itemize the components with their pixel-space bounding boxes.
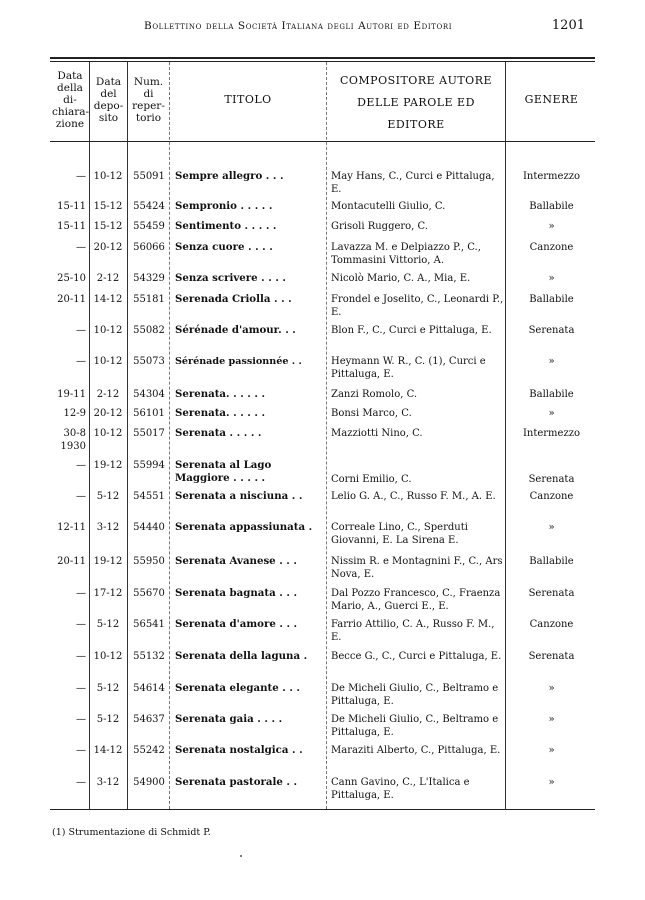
cell-dichiarazione: — [76, 356, 86, 367]
table-row [50, 324, 595, 352]
cell-genere: Serenata [528, 474, 575, 485]
top-double-rule-1 [50, 57, 595, 59]
table-row [50, 713, 595, 741]
cell-repertorio: 54329 [133, 273, 165, 284]
cell-compositore: Heymann W. R., C. (1), Curci e Pittaluga, E. [331, 356, 486, 380]
table-row [50, 490, 595, 518]
cell-deposito: 19-12 [93, 556, 123, 567]
cell-genere: Intermezzo [522, 428, 581, 439]
cell-genere: Canzone [529, 491, 574, 502]
cell-repertorio: 55073 [133, 356, 165, 367]
running-title: Bollettino della Società Italiana degli Autori ed Editori [144, 20, 453, 32]
cell-dichiarazione: 15-11 [57, 221, 86, 232]
cell-deposito: 10-12 [93, 325, 123, 336]
cell-repertorio: 55017 [133, 428, 165, 439]
cell-dichiarazione: — [76, 619, 86, 630]
cell-compositore: Grisoli Ruggero, C. [331, 221, 429, 232]
cell-repertorio: 54304 [133, 389, 165, 400]
cell-compositore: Blon F., C., Curci e Pittaluga, E. [331, 325, 492, 336]
header-titolo: TITOLO [224, 93, 272, 106]
table-bottom-rule [50, 809, 595, 810]
cell-dichiarazione: 20-11 [57, 294, 86, 305]
cell-titolo: Serenata pastorale . . [175, 776, 298, 788]
cell-compositore: Bonsi Marco, C. [331, 408, 412, 419]
cell-compositore: Corni Emilio, C. [331, 474, 412, 485]
cell-genere: Ballabile [529, 389, 574, 400]
cell-repertorio: 54637 [133, 714, 165, 725]
top-double-rule-2 [50, 61, 595, 62]
cell-compositore: Nicolò Mario, C. A., Mia, E. [331, 273, 471, 284]
cell-dichiarazione: — [76, 683, 86, 694]
cell-genere: Serenata [528, 325, 575, 336]
cell-repertorio: 55091 [133, 171, 165, 182]
table-row [50, 521, 595, 549]
cell-genere: Canzone [529, 242, 574, 253]
cell-genere: » [548, 745, 555, 756]
cell-deposito: 10-12 [93, 171, 123, 182]
cell-genere: » [548, 522, 555, 533]
cell-deposito: 15-12 [93, 201, 123, 212]
table-row [50, 170, 595, 198]
cell-titolo: Serenata al Lago Maggiore . . . . . [175, 459, 272, 484]
cell-titolo: Serenata. . . . . . [175, 407, 266, 419]
table-row [50, 459, 595, 487]
cell-compositore: Montacutelli Giulio, C. [331, 201, 446, 212]
cell-titolo: Serenata gaia . . . . [175, 713, 283, 725]
cell-genere: Ballabile [529, 201, 574, 212]
header-repertorio: Num. di reper- torio [132, 76, 165, 124]
header-genere: GENERE [524, 93, 579, 106]
stray-mark [240, 855, 242, 857]
cell-genere: Serenata [528, 588, 575, 599]
cell-titolo: Sérénade passionnée . . [175, 356, 302, 367]
cell-genere: » [548, 273, 555, 284]
cell-deposito: 19-12 [93, 460, 123, 471]
table-row [50, 744, 595, 772]
cell-deposito: 17-12 [93, 588, 123, 599]
table-row [50, 555, 595, 583]
cell-dichiarazione: — [76, 651, 86, 662]
cell-deposito: 20-12 [93, 242, 123, 253]
header-deposito: Data del depo- sito [93, 76, 124, 124]
table-row [50, 241, 595, 269]
running-header [52, 20, 585, 36]
cell-titolo: Serenata elegante . . . [175, 682, 300, 694]
cell-genere: » [548, 714, 555, 725]
cell-titolo: Serenata . . . . . [175, 427, 262, 439]
cell-compositore: Frondel e Joselito, C., Leonardi P., E. [331, 294, 504, 318]
cell-repertorio: 56541 [133, 619, 165, 630]
cell-genere: Serenata [528, 651, 575, 662]
cell-repertorio: 55459 [133, 221, 165, 232]
table-row [50, 355, 595, 383]
cell-genere: Intermezzo [522, 171, 581, 182]
cell-compositore: Correale Lino, C., Sperduti Giovanni, E. La Sirena E. [331, 522, 468, 546]
cell-repertorio: 55132 [133, 651, 165, 662]
table-row [50, 618, 595, 646]
cell-deposito: 20-12 [93, 408, 123, 419]
cell-titolo: Serenata della laguna . [175, 650, 308, 662]
cell-genere: » [548, 221, 555, 232]
header-compositore: COMPOSITORE AUTORE DELLE PAROLE ED EDITORE [339, 74, 493, 131]
cell-genere: » [548, 356, 555, 367]
cell-titolo: Serenata bagnata . . . [175, 587, 297, 599]
cell-deposito: 2-12 [96, 273, 120, 284]
cell-titolo: Serenata. . . . . . [175, 388, 266, 400]
page-number: 1201 [551, 18, 585, 33]
cell-dichiarazione: — [76, 171, 86, 182]
cell-genere: » [548, 683, 555, 694]
cell-titolo: Serenata Avanese . . . [175, 555, 297, 567]
cell-dichiarazione: 12-9 [63, 408, 86, 419]
cell-deposito: 10-12 [93, 428, 123, 439]
cell-genere: Ballabile [529, 294, 574, 305]
cell-deposito: 10-12 [93, 651, 123, 662]
cell-dichiarazione: 30-8 1930 [60, 428, 86, 452]
cell-deposito: 5-12 [96, 619, 120, 630]
cell-titolo: Serenata a nisciuna . . [175, 490, 303, 502]
cell-dichiarazione: — [76, 745, 86, 756]
cell-repertorio: 54900 [133, 777, 165, 788]
cell-dichiarazione: — [76, 325, 86, 336]
cell-dichiarazione: — [76, 777, 86, 788]
cell-compositore: De Micheli Giulio, C., Beltramo e Pittaluga, E. [331, 683, 499, 707]
cell-titolo: Sempronio . . . . . [175, 200, 273, 212]
cell-genere: Canzone [529, 619, 574, 630]
cell-repertorio: 54440 [133, 522, 165, 533]
cell-titolo: Serenada Criolla . . . [175, 293, 292, 305]
cell-deposito: 3-12 [96, 777, 120, 788]
header-dichiarazione: Data della di- chiara- zione [52, 70, 90, 130]
cell-titolo: Serenata appassiunata . [175, 521, 313, 533]
table-row [50, 776, 595, 804]
cell-compositore: Mazziotti Nino, C. [331, 428, 423, 439]
cell-repertorio: 56101 [133, 408, 165, 419]
cell-repertorio: 55181 [133, 294, 165, 305]
cell-titolo: Serenata nostalgica . . [175, 744, 303, 756]
cell-repertorio: 55082 [133, 325, 165, 336]
cell-compositore: May Hans, C., Curci e Pittaluga, E. [331, 171, 495, 195]
cell-compositore: Cann Gavino, C., L'Italica e Pittaluga, E. [331, 777, 470, 801]
cell-repertorio: 54551 [133, 491, 165, 502]
cell-repertorio: 55242 [133, 745, 165, 756]
cell-dichiarazione: 20-11 [57, 556, 86, 567]
header-bottom-rule [50, 141, 595, 142]
cell-titolo: Serenata d'amore . . . [175, 618, 298, 630]
cell-titolo: Sempre allegro . . . [175, 170, 284, 182]
cell-compositore: Maraziti Alberto, C., Pittaluga, E. [331, 745, 501, 756]
cell-deposito: 5-12 [96, 714, 120, 725]
cell-dichiarazione: — [76, 242, 86, 253]
cell-repertorio: 55950 [133, 556, 165, 567]
table-row [50, 587, 595, 615]
cell-titolo: Senza scrivere . . . . [175, 272, 286, 284]
cell-dichiarazione: — [76, 588, 86, 599]
cell-compositore: Becce G., C., Curci e Pittaluga, E. [331, 651, 502, 662]
cell-compositore: Farrio Attilio, C. A., Russo F. M., E. [331, 619, 495, 643]
cell-genere: Ballabile [529, 556, 574, 567]
cell-dichiarazione: — [76, 714, 86, 725]
cell-deposito: 15-12 [93, 221, 123, 232]
cell-compositore: Lavazza M. e Delpiazzo P., C., Tommasini Vittorio, A. [331, 242, 481, 266]
cell-repertorio: 56066 [133, 242, 165, 253]
footnote: (1) Strumentazione di Schmidt P. [52, 827, 211, 838]
cell-repertorio: 55994 [133, 460, 165, 471]
cell-repertorio: 54614 [133, 683, 165, 694]
table-row [50, 682, 595, 710]
cell-deposito: 5-12 [96, 491, 120, 502]
cell-dichiarazione: 12-11 [57, 522, 86, 533]
cell-dichiarazione: 15-11 [57, 201, 86, 212]
cell-titolo: Sérénade d'amour. . . [175, 324, 296, 336]
table-row [50, 650, 595, 678]
cell-compositore: Dal Pozzo Francesco, C., Fraenza Mario, A., Guerci E., E. [331, 588, 501, 612]
cell-deposito: 2-12 [96, 389, 120, 400]
cell-titolo: Senza cuore . . . . [175, 241, 273, 253]
cell-dichiarazione: — [76, 491, 86, 502]
cell-compositore: De Micheli Giulio, C., Beltramo e Pittaluga, E. [331, 714, 499, 738]
cell-dichiarazione: — [76, 460, 86, 471]
cell-compositore: Lelio G. A., C., Russo F. M., A. E. [331, 491, 496, 502]
cell-deposito: 14-12 [93, 745, 123, 756]
cell-dichiarazione: 25-10 [57, 273, 86, 284]
cell-repertorio: 55424 [133, 201, 165, 212]
cell-deposito: 3-12 [96, 522, 120, 533]
table-row [50, 293, 595, 321]
cell-deposito: 14-12 [93, 294, 123, 305]
cell-dichiarazione: 19-11 [57, 389, 86, 400]
cell-titolo: Sentimento . . . . . [175, 220, 277, 232]
cell-compositore: Zanzi Romolo, C. [331, 389, 418, 400]
cell-genere: » [548, 408, 555, 419]
cell-repertorio: 55670 [133, 588, 165, 599]
cell-deposito: 5-12 [96, 683, 120, 694]
cell-deposito: 10-12 [93, 356, 123, 367]
cell-genere: » [548, 777, 555, 788]
cell-compositore: Nissim R. e Montagnini F., C., Ars Nova, E. [331, 556, 503, 580]
table-row [50, 427, 595, 455]
